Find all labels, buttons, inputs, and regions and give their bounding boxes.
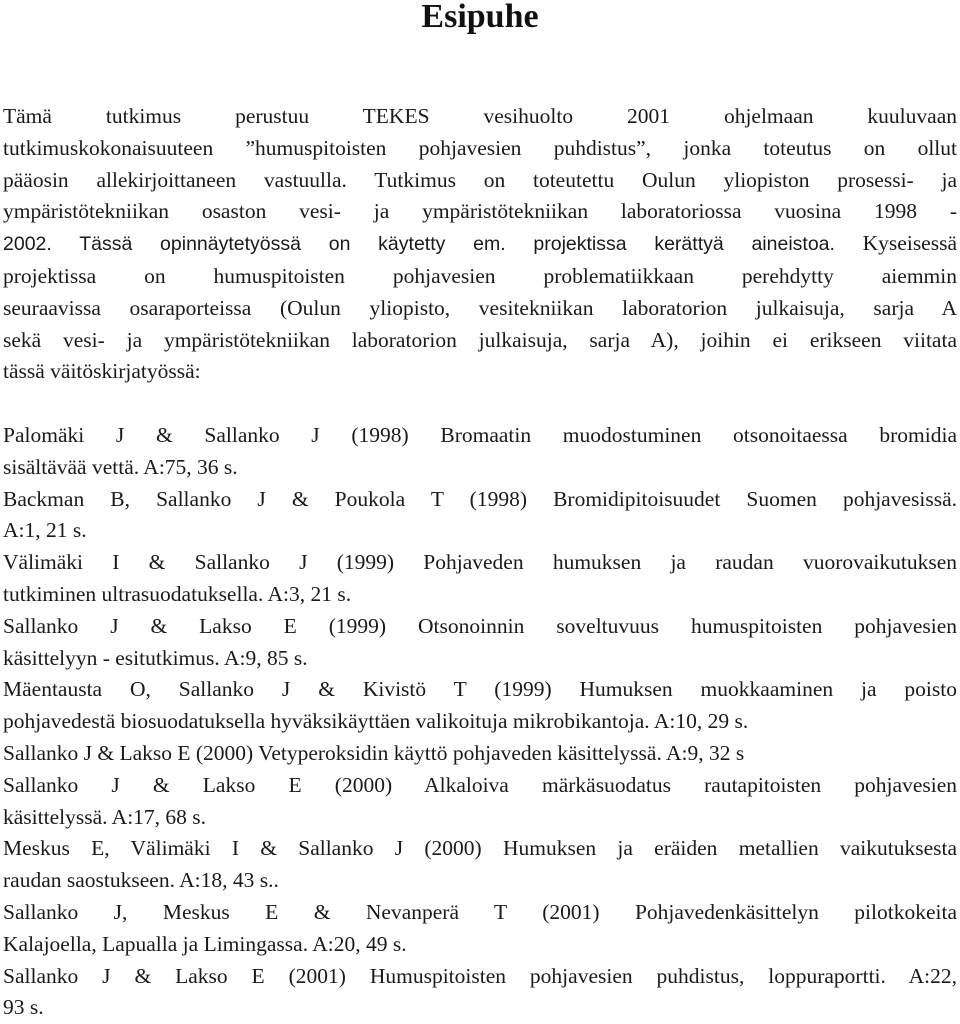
reference-line: pohjavedestä biosuodatuksella hyväksikäyttäen valikoituja mikrobikantoja. A:10, 29 s.	[3, 709, 749, 734]
reference-line: käsittelyyn - esitutkimus. A:9, 85 s.	[3, 645, 308, 670]
reference-line: Palomäki J & Sallanko J (1998) Bromaatin muodostuminen otsonoitaessa bromidia	[3, 423, 957, 447]
reference-item	[3, 833, 957, 897]
reference-item	[3, 484, 957, 548]
reference-line: A:1, 21 s.	[3, 518, 87, 543]
reference-line: Sallanko J & Lakso E (2000) Vetyperoksidin käyttö pohjaveden käsittelyssä. A:9, 32 s	[3, 740, 745, 765]
reference-item	[3, 738, 957, 770]
reference-line: Mäentausta O, Sallanko J & Kivistö T (1999) Humuksen muokkaaminen ja poisto	[3, 677, 957, 702]
reference-line: Kalajoella, Lapualla ja Limingassa. A:20, 49 s.	[3, 931, 407, 956]
intro-paragraph	[3, 101, 957, 388]
reference-line: käsittelyssä. A:17, 68 s.	[3, 804, 207, 829]
reference-item	[3, 897, 957, 961]
reference-line: 93 s.	[3, 995, 44, 1020]
reference-line: Sallanko J & Lakso E (2001) Humuspitoisten pohjavesien puhdistus, loppuraportti. A:22,	[3, 963, 957, 988]
reference-item	[3, 961, 957, 1024]
reference-line: Sallanko J, Meskus E & Nevanperä T (2001) Pohjavedenkäsittelyn pilotkokeita	[3, 899, 957, 924]
reference-line: Backman B, Sallanko J & Poukola T (1998) Bromidipitoisuudet Suomen pohjavesissä.	[3, 486, 957, 511]
intro-sans-segment: 2002. Tässä opinnäytetyössä on käytetty em. projektissa kerättyä aineistoa.	[3, 233, 835, 256]
intro-line: projektissa on humuspitoisten pohjavesien problematiikkaan perehdytty aiemmin	[3, 263, 957, 288]
reference-item	[3, 674, 957, 738]
reference-item	[3, 611, 957, 675]
intro-line	[3, 228, 957, 261]
intro-segment: Kyseisessä	[862, 231, 958, 256]
reference-item	[3, 547, 957, 611]
intro-line: Tämä tutkimus perustuu TEKES vesihuolto 2001 ohjelmaan kuuluvaan	[3, 104, 957, 128]
intro-line: tässä väitöskirjatyössä:	[3, 359, 201, 384]
reference-item	[3, 770, 957, 834]
intro-line: seuraavissa osaraporteissa (Oulun yliopisto, vesitekniikan laboratorion julkaisuja, sarja A	[3, 295, 957, 320]
reference-line: raudan saostukseen. A:18, 43 s..	[3, 868, 279, 893]
page-title: Esipuhe	[421, 0, 539, 35]
intro-line: sekä vesi- ja ympäristötekniikan laboratorion julkaisuja, sarja A), joihin ei erikseen viitata	[3, 327, 957, 352]
reference-line: Sallanko J & Lakso E (1999) Otsonoinnin soveltuvuus humuspitoisten pohjavesien	[3, 613, 957, 638]
reference-item	[3, 420, 957, 484]
intro-line: ympäristötekniikan osaston vesi- ja ympäristötekniikan laboratoriossa vuosina 1998 -	[3, 199, 957, 224]
reference-line: tutkiminen ultrasuodatuksella. A:3, 21 s.	[3, 581, 352, 606]
intro-line: pääosin allekirjoittaneen vastuulla. Tutkimus on toteutettu Oulun yliopiston prosessi- ja	[3, 167, 957, 192]
reference-list	[3, 420, 957, 1024]
reference-line: sisältävää vettä. A:75, 36 s.	[3, 454, 238, 479]
intro-line: tutkimuskokonaisuuteen ”humuspitoisten pohjavesien puhdistus”, jonka toteutus on ollut	[3, 135, 957, 160]
reference-line: Sallanko J & Lakso E (2000) Alkaloiva märkäsuodatus rautapitoisten pohjavesien	[3, 772, 957, 797]
reference-line: Välimäki I & Sallanko J (1999) Pohjaveden humuksen ja raudan vuorovaikutuksen	[3, 550, 957, 575]
reference-line: Meskus E, Välimäki I & Sallanko J (2000) Humuksen ja eräiden metallien vaikutuksesta	[3, 836, 957, 861]
